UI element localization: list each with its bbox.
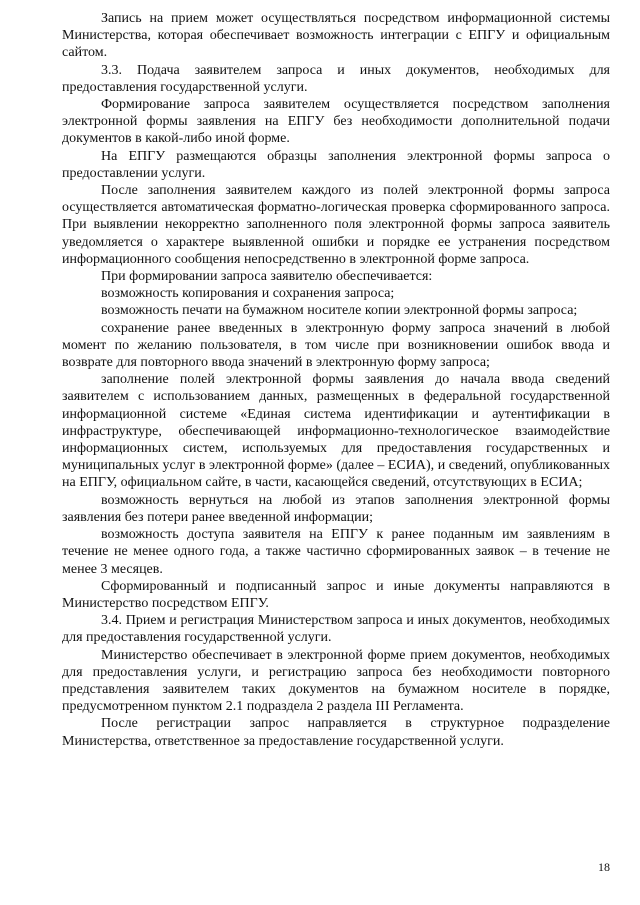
- paragraph-samples: На ЕПГУ размещаются образцы заполнения электронной формы запроса о предоставлении услуги.: [62, 148, 610, 181]
- list-item-return-step: возможность вернуться на любой из этапов заполнения электронной формы заявления без потери ранее введенной информации;: [62, 492, 610, 525]
- list-item-copy-save: возможность копирования и сохранения запроса;: [101, 286, 395, 302]
- list-item-keep-values: сохранение ранее введенных в электронную форму запроса значений в любой момент по желанию пользователя, в том числе при возникновении ошибок ввода и возврате для повторного ввода значений в электронную форму запроса;: [62, 320, 610, 371]
- paragraph-provided-features: При формировании запроса заявителю обеспечивается:: [101, 269, 433, 285]
- section-3-4-heading: 3.4. Прием и регистрация Министерством запроса и иных документов, необходимых для предоставления государственной услуги.: [62, 613, 610, 646]
- list-item-esia-prefill: заполнение полей электронной формы заявления до начала ввода сведений заявителем с использованием данных, размещенных в федеральной государственной информационной системе «Единая система идентификации и аутентификации в инфраструктуре, обеспечивающей информационно-технологическое взаимодействие информационных систем, используемых для предоставления государственных и муниципальных услуг в электронной форме» (далее – ЕСИА), и сведений, опубликованных на ЕПГУ, официальном сайте, в части, касающейся сведений, отсутствующих в ЕСИА;: [62, 372, 610, 491]
- list-item-print: возможность печати на бумажном носителе копии электронной формы запроса;: [101, 303, 578, 319]
- paragraph-submission: Сформированный и подписанный запрос и иные документы направляются в Министерство посредством ЕПГУ.: [62, 578, 610, 611]
- section-3-3-heading: 3.3. Подача заявителем запроса и иных документов, необходимых для предоставления государственной услуги.: [62, 62, 610, 95]
- page-number: 18: [598, 860, 610, 874]
- paragraph-after-registration: После регистрации запрос направляется в структурное подразделение Министерства, ответственное за предоставление государственной услуги.: [62, 716, 610, 749]
- list-item-access-history: возможность доступа заявителя на ЕПГУ к ранее поданным им заявлениям в течение не менее одного года, а также частично сформированных заявок – в течение не менее 3 месяцев.: [62, 527, 610, 577]
- paragraph-request-forming: Формирование запроса заявителем осуществляется посредством заполнения электронной формы заявления на ЕПГУ без необходимости дополнительной подачи документов в какой-либо иной форме.: [62, 97, 610, 147]
- paragraph-format-check: После заполнения заявителем каждого из полей электронной формы запроса осуществляется автоматическая форматно-логическая проверка сформированного запроса. При выявлении некорректно заполненного поля электронной формы запроса заявитель уведомляется о характере выявленной ошибки и порядке ее устранения посредством информационного сообщения непосредственно в электронной форме запроса.: [62, 183, 610, 267]
- paragraph-ministry-receives: Министерство обеспечивает в электронной форме прием документов, необходимых для предоставления услуги, и регистрацию запроса без необходимости повторного представления заявителем таких документов на бумажном носителе в порядке, предусмотренном пунктом 2.1 подраздела 2 раздела III Регламента.: [62, 647, 610, 715]
- document-body: [62, 10, 610, 750]
- paragraph-registration-is: Запись на прием может осуществляться посредством информационной системы Министерства, которая обеспечивает возможность интеграции с ЕПГУ и официальным сайтом.: [62, 11, 610, 61]
